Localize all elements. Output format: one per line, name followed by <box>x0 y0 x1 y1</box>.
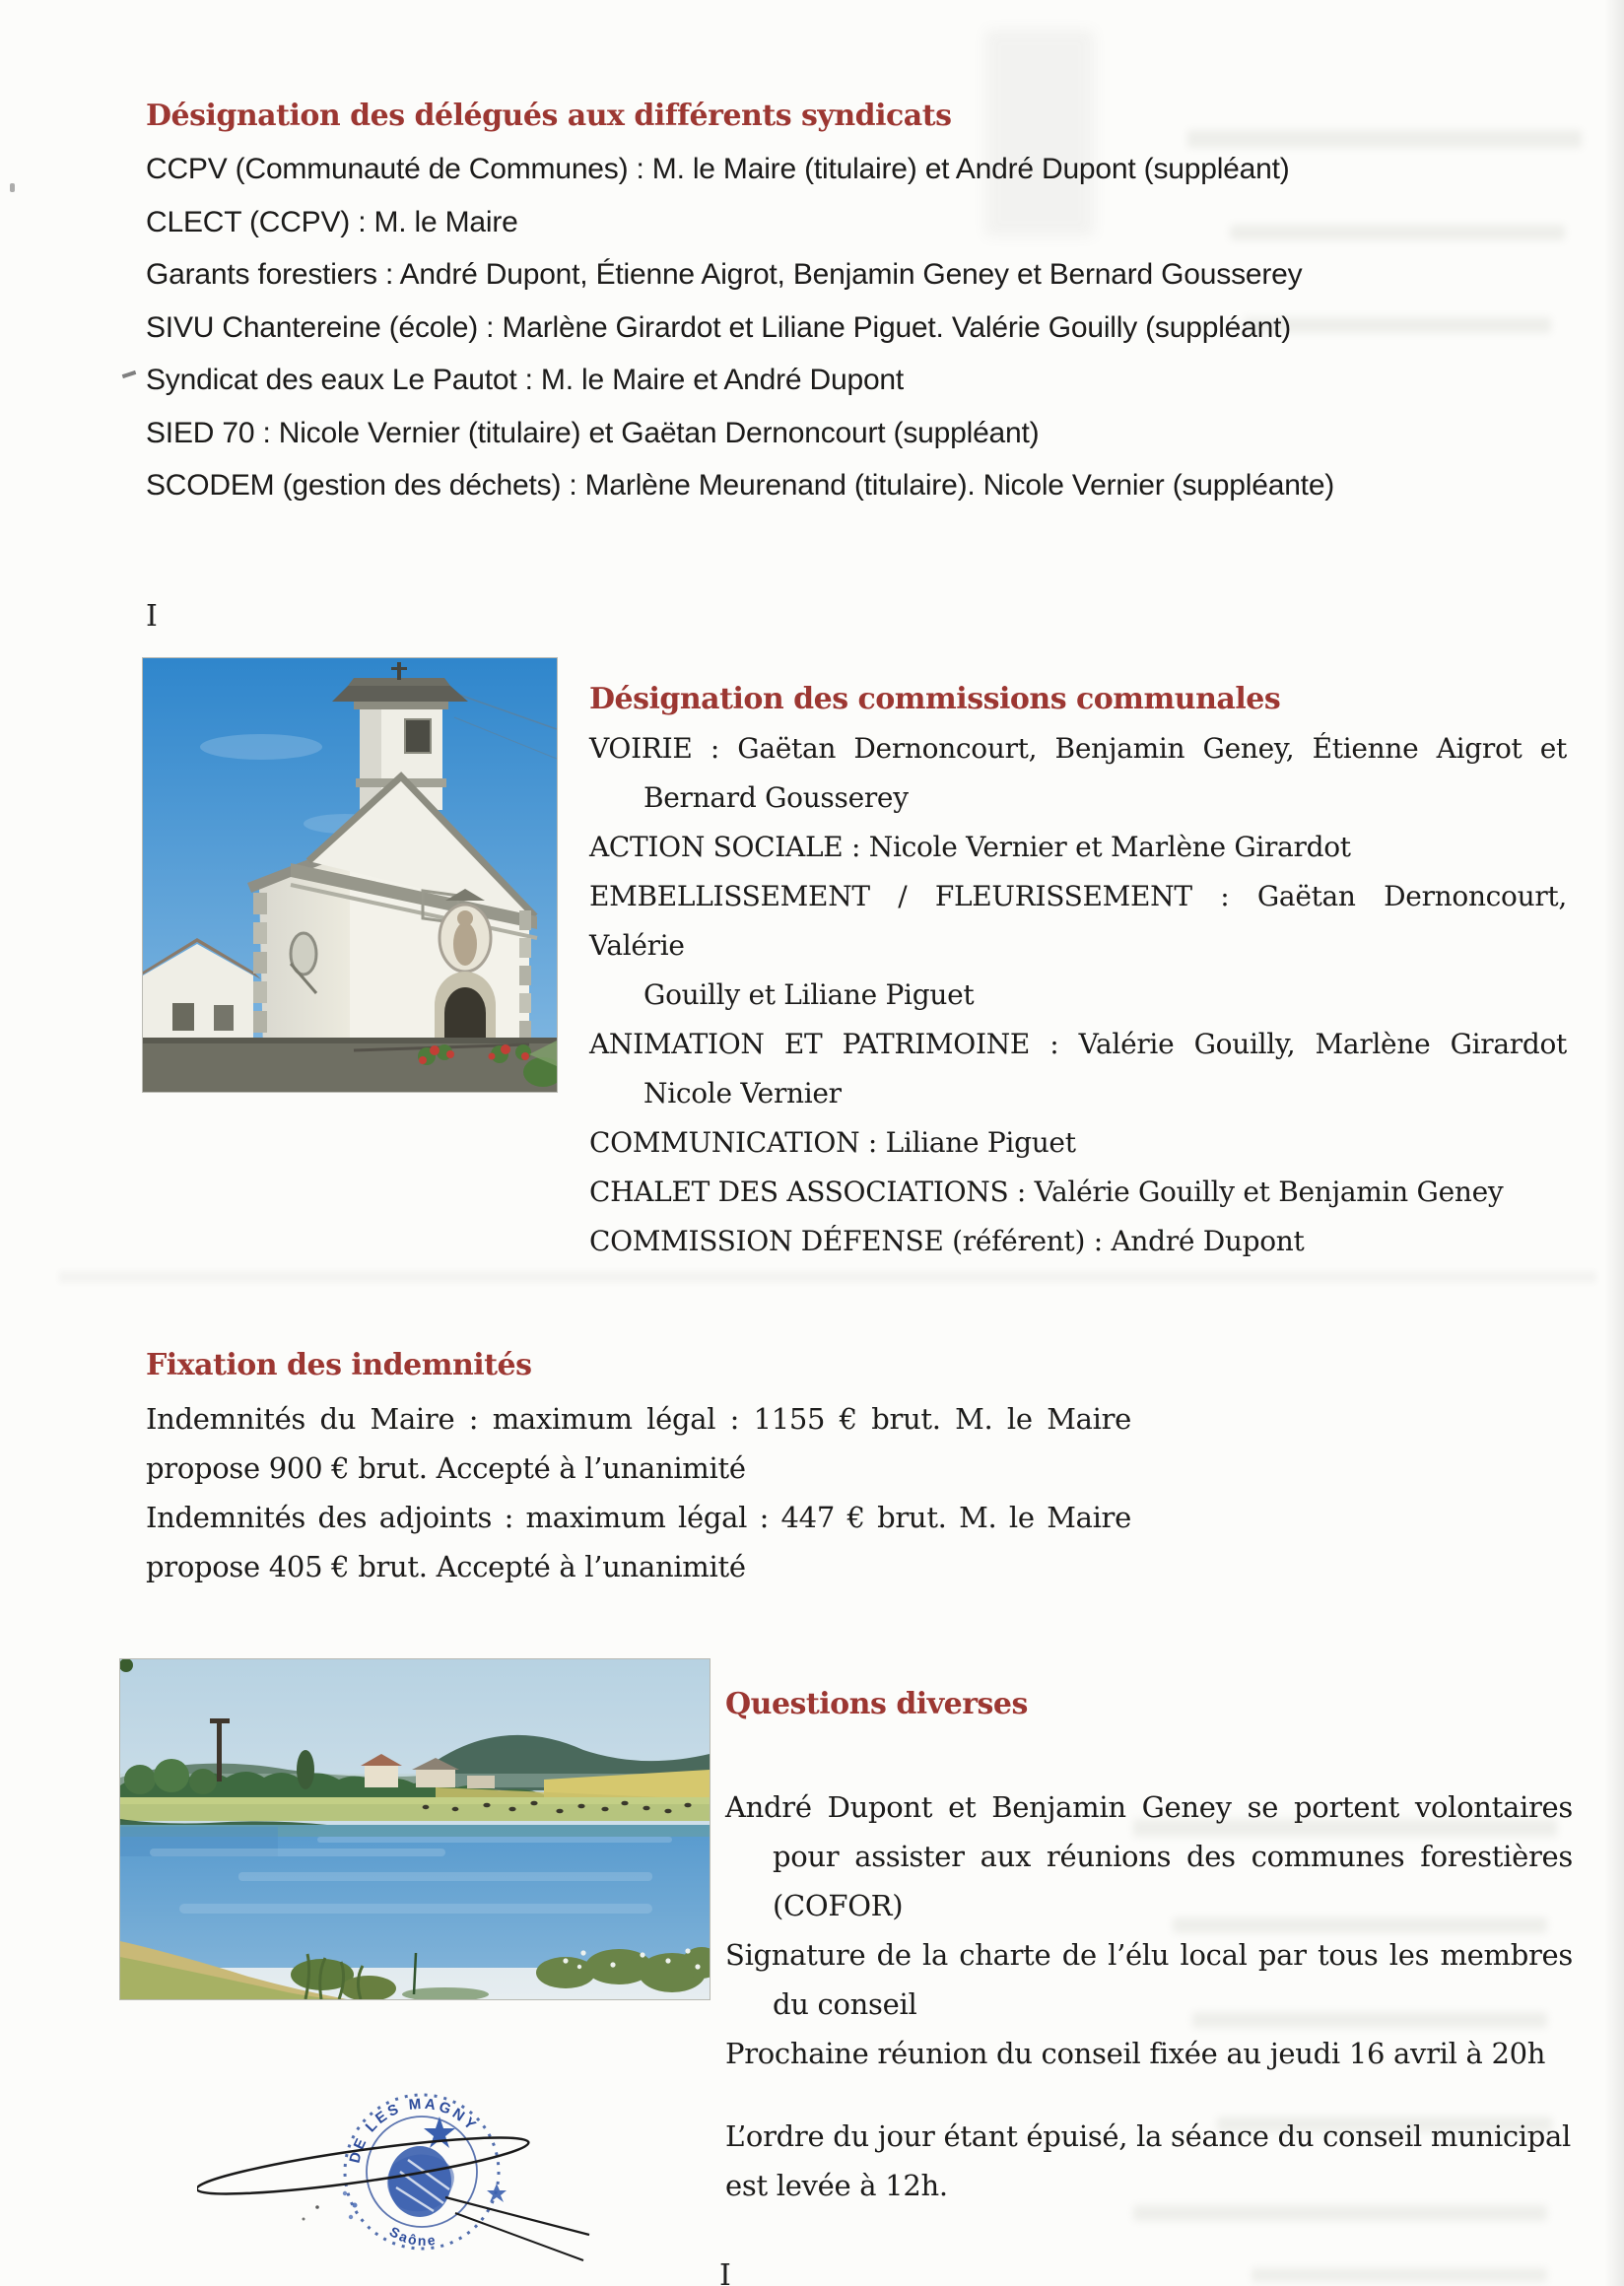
text-line: Nicole Vernier <box>643 1077 842 1109</box>
section-body <box>146 1394 1131 1591</box>
text-line: CCPV (Communauté de Communes) : M. le Maire (titulaire) et André Dupont (suppléant) <box>146 153 1290 185</box>
section-questions <box>725 1687 1573 2210</box>
section-indemnites <box>146 1348 1131 1591</box>
text-line: L’ordre du jour étant épuisé, la séance du conseil municipal <box>725 2119 1571 2153</box>
separator-mark-top: I <box>146 599 158 634</box>
lake-photo <box>120 1659 710 1999</box>
scan-tick <box>122 370 137 378</box>
text-line: SCODEM (gestion des déchets) : Marlène Meurenand (titulaire). Nicole Vernier (suppléante) <box>146 469 1335 502</box>
text-line: (COFOR) <box>773 1889 904 1922</box>
section-body <box>589 724 1567 1266</box>
text-line: COMMUNICATION : Liliane Piguet <box>589 1126 1076 1159</box>
text-line: Signature de la charte de l’élu local par tous les membres <box>725 1938 1573 1972</box>
section-heading: Questions diverses <box>725 1687 1028 1721</box>
bleedthrough-mark <box>1252 2268 1547 2282</box>
text-line: ANIMATION ET PATRIMOINE : Valérie Gouilly, Marlène Girardot <box>589 1028 1567 1060</box>
spacer <box>725 1721 1573 1782</box>
section-syndicats <box>146 99 1525 512</box>
text-line: VOIRIE : Gaëtan Dernoncourt, Benjamin Geney, Étienne Aigrot et <box>589 732 1567 765</box>
church-photo <box>143 658 557 1092</box>
text-line: CHALET DES ASSOCIATIONS : Valérie Gouilly et Benjamin Geney <box>589 1176 1504 1208</box>
text-line: SIVU Chantereine (école) : Marlène Girardot et Liliane Piguet. Valérie Gouilly (suppléant) <box>146 310 1292 344</box>
text-line: CLECT (CCPV) : M. le Maire <box>146 205 518 238</box>
text-line: Indemnités du Maire : maximum légal : 1155 € brut. M. le Maire <box>146 1402 1131 1436</box>
text-line: COMMISSION DÉFENSE (référent) : André Dupont <box>589 1225 1305 1257</box>
text-line: propose 900 € brut. Accepté à l’unanimité <box>146 1451 746 1485</box>
stamp-arc-bottom-text: Saône <box>386 2223 439 2249</box>
text-line: propose 405 € brut. Accepté à l’unanimité <box>146 1550 746 1583</box>
section-heading: Désignation des commissions communales <box>589 682 1281 716</box>
scan-streak <box>59 1271 1596 1283</box>
text-line: Indemnités des adjoints : maximum légal : 447 € brut. M. le Maire <box>146 1501 1131 1534</box>
section-heading: Fixation des indemnités <box>146 1348 532 1382</box>
scan-edge-shade <box>1604 0 1624 2286</box>
closing-paragraph <box>725 2112 1573 2210</box>
text-line: Syndicat des eaux Le Pautot : M. le Maire et André Dupont <box>146 364 905 396</box>
text-line: SIED 70 : Nicole Vernier (titulaire) et Gaëtan Dernoncourt (suppléant) <box>146 416 1040 449</box>
text-line: EMBELLISSEMENT / FLEURISSEMENT : Gaëtan Dernoncourt, Valérie <box>589 880 1567 962</box>
text-line: Bernard Gousserey <box>643 781 909 814</box>
text-line: Gouilly et Liliane Piguet <box>643 978 975 1011</box>
section-heading: Désignation des délégués aux différents syndicats <box>146 99 952 133</box>
scan-dot <box>10 183 15 192</box>
text-line: ACTION SOCIALE : Nicole Vernier et Marlène Girardot <box>589 831 1351 863</box>
spacer <box>725 2078 1573 2112</box>
section-commissions <box>589 682 1567 1266</box>
text-line: André Dupont et Benjamin Geney se portent volontaires <box>725 1790 1573 1824</box>
municipal-stamp <box>197 2087 591 2284</box>
text-line: est levée à 12h. <box>725 2169 948 2202</box>
text-line: Garants forestiers : André Dupont, Étienne Aigrot, Benjamin Geney et Bernard Gousserey <box>146 258 1303 291</box>
separator-mark-bottom: I <box>719 2258 731 2286</box>
text-line: pour assister aux réunions des communes forestières <box>773 1840 1573 1873</box>
stamp-arc-top-text: DE LES MAGNY <box>346 2095 481 2165</box>
section-body <box>725 1782 1573 2078</box>
text-line: Prochaine réunion du conseil fixée au jeudi 16 avril à 20h <box>725 2037 1546 2070</box>
text-line: du conseil <box>773 1987 917 2021</box>
section-body <box>146 143 1525 512</box>
